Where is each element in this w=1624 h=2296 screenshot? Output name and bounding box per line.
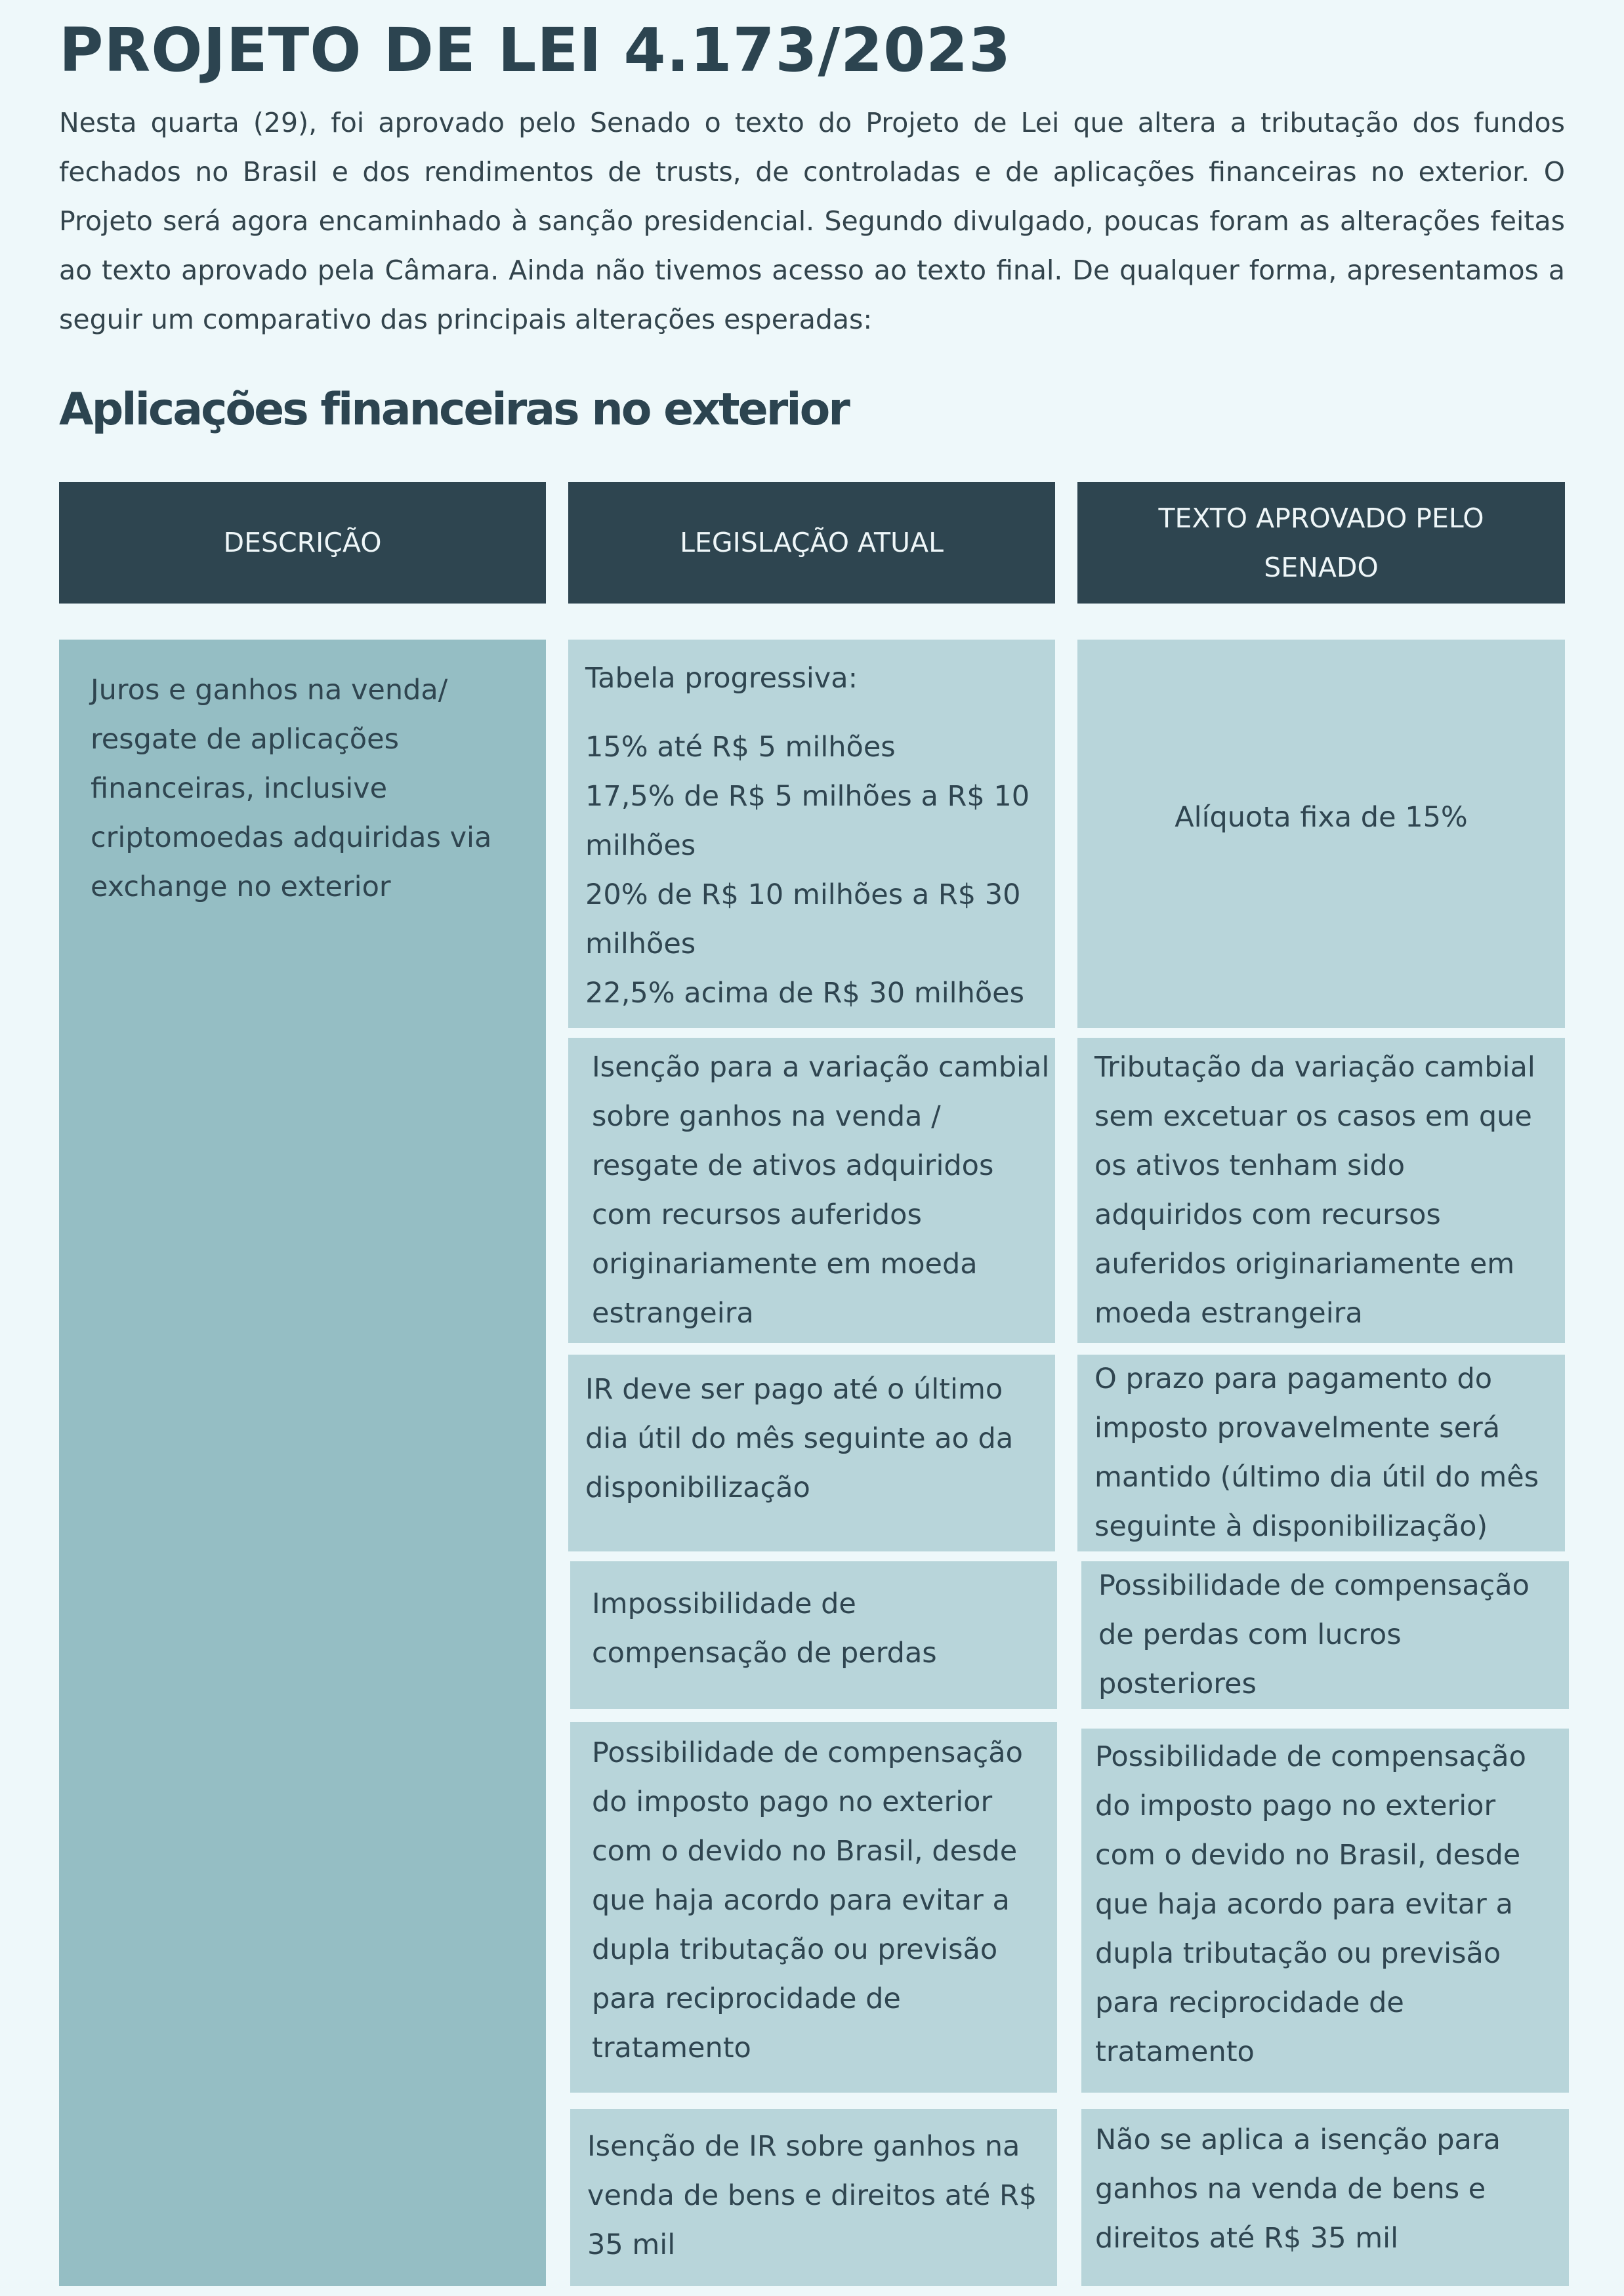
row-4-senado-text: Possibilidade de compensação de perdas com lucros posteriores	[1098, 1569, 1530, 1700]
row-5-atual	[570, 1722, 1057, 2093]
row-5-atual-text: Possibilidade de compensação do imposto pago no exterior com o devido no Brasil, desde que haja acordo para evitar a dupla tributação ou previsão para reciprocidade de tratamento	[592, 1736, 1023, 2064]
description-cell	[59, 640, 546, 2286]
row-2-atual	[568, 1038, 1055, 1343]
row-3-atual	[568, 1355, 1055, 1551]
row-6-senado	[1081, 2109, 1569, 2286]
header-legislacao-atual: LEGISLAÇÃO ATUAL	[568, 482, 1055, 604]
page-title: PROJETO DE LEI 4.173/2023	[59, 15, 1012, 85]
row-4-senado	[1081, 1561, 1569, 1709]
row-3-senado	[1077, 1355, 1565, 1551]
row-3-senado-text: O prazo para pagamento do imposto provavelmente será mantido (último dia útil do mês seguinte à disponibilização)	[1094, 1363, 1539, 1543]
row-5-senado	[1081, 1729, 1569, 2093]
row-3-atual-text: IR deve ser pago até o último dia útil do mês seguinte ao da disponibilização	[585, 1373, 1014, 1504]
row-5-senado-text: Possibilidade de compensação do imposto pago no exterior com o devido no Brasil, desde que haja acordo para evitar a dupla tributação ou previsão para reciprocidade de tratamento	[1095, 1740, 1526, 2068]
row-1-senado	[1077, 640, 1565, 1028]
row-4-atual-text: Impossibilidade de compensação de perdas	[592, 1588, 937, 1670]
row-6-atual	[570, 2109, 1057, 2286]
row-1-atual-heading: Tabela progressiva:	[585, 662, 858, 695]
section-title: Aplicações financeiras no exterior	[59, 384, 848, 436]
row-6-senado-text: Não se aplica a isenção para ganhos na venda de bens e direitos até R$ 35 mil	[1095, 2123, 1501, 2255]
row-2-senado-text: Tributação da variação cambial sem excetuar os casos em que os ativos tenham sido adquiridos com recursos auferidos originariamente em moeda estrangeira	[1094, 1051, 1535, 1330]
row-1-atual-line-2: 17,5% de R$ 5 milhões a R$ 10 milhões	[585, 780, 1030, 862]
row-1-atual-line-4: 22,5% acima de R$ 30 milhões	[585, 977, 1025, 1010]
row-2-senado	[1077, 1038, 1565, 1343]
header-texto-senado: TEXTO APROVADO PELO SENADO	[1077, 482, 1565, 604]
header-descricao: DESCRIÇÃO	[59, 482, 546, 604]
intro-paragraph: Nesta quarta (29), foi aprovado pelo Senado o texto do Projeto de Lei que altera a tributação dos fundos fechados no Brasil e dos rendimentos de trusts, de controladas e de aplicações financeiras no exterior. O Projeto será agora encaminhado à sanção presidencial. Segundo divulgado, poucas foram as alterações feitas ao texto aprovado pela Câmara. Ainda não tivemos acesso ao texto final. De qualquer forma, apresentamos a seguir um comparativo das principais alterações esperadas:	[59, 107, 1565, 335]
description-text: Juros e ganhos na venda/ resgate de aplicações financeiras, inclusive criptomoedas adquiridas via exchange no exterior	[91, 674, 492, 903]
row-1-senado-text: Alíquota fixa de 15%	[1175, 800, 1468, 834]
row-1-atual	[568, 640, 1055, 1028]
row-4-atual	[570, 1561, 1057, 1709]
row-1-atual-line-3: 20% de R$ 10 milhões a R$ 30 milhões	[585, 878, 1021, 960]
row-2-atual-text: Isenção para a variação cambial sobre ganhos na venda / resgate de ativos adquiridos com recursos auferidos originariamente em moeda estrangeira	[592, 1051, 1050, 1330]
row-1-atual-line-1: 15% até R$ 5 milhões	[585, 731, 896, 764]
row-6-atual-text: Isenção de IR sobre ganhos na venda de bens e direitos até R$ 35 mil	[587, 2130, 1037, 2261]
